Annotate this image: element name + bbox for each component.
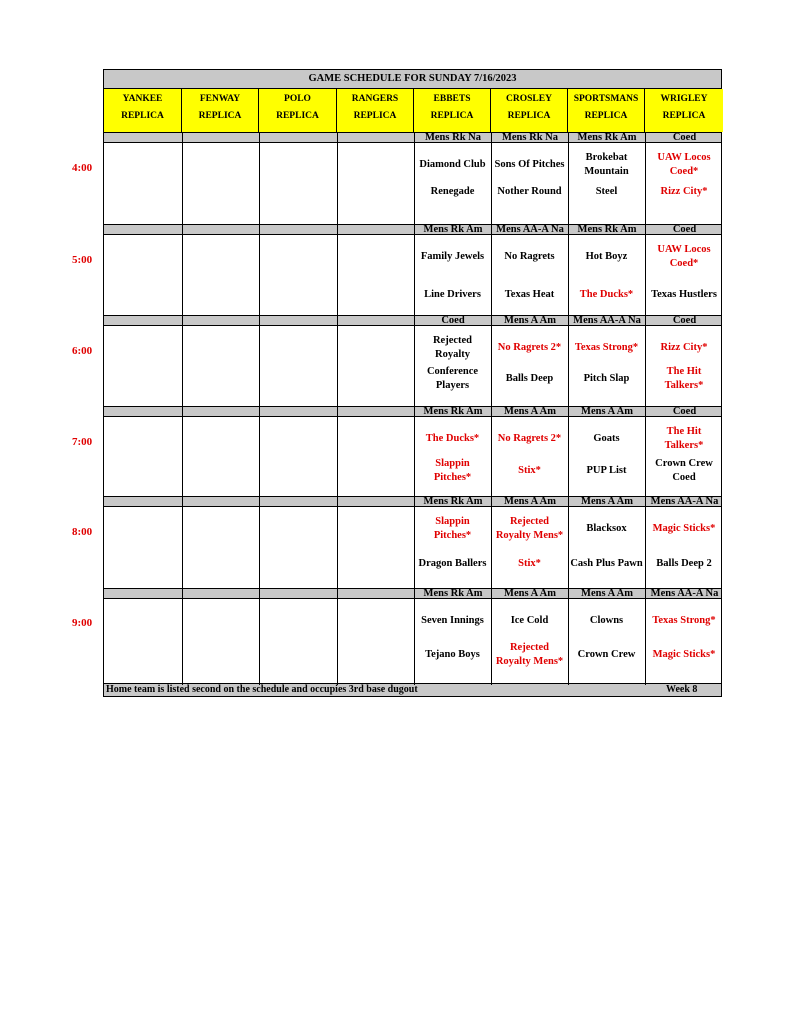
column-divider [182, 143, 183, 224]
away-team: No Ragrets 2* [497, 433, 562, 444]
division-label: Mens Rk Am [414, 225, 491, 234]
away-team: Diamond Club [419, 159, 486, 170]
division-empty [259, 225, 337, 234]
division-label: Mens Rk Am [568, 133, 645, 142]
division-empty [259, 589, 337, 598]
home-team: Balls Deep [505, 373, 554, 384]
home-team: Tejano Boys [425, 649, 480, 660]
division-label: Mens Rk Am [568, 225, 645, 234]
column-divider [259, 417, 260, 496]
venue-sub: REPLICA [662, 111, 706, 121]
away-team: The Ducks* [425, 433, 480, 444]
column-divider [491, 599, 492, 685]
away-team: Texas Strong* [574, 342, 639, 353]
column-divider [568, 235, 569, 315]
home-team: The Hit Talkers* [664, 366, 704, 391]
venue-name: YANKEE [122, 94, 163, 104]
division-label: Mens A Am [491, 407, 568, 416]
division-label: Mens Rk Na [414, 133, 491, 142]
venue-name: RANGERS [351, 94, 399, 104]
division-empty [104, 316, 182, 325]
column-divider [337, 507, 338, 588]
away-team: Hot Boyz [585, 251, 628, 262]
column-divider [337, 143, 338, 224]
column-divider [182, 417, 183, 496]
division-band [104, 496, 721, 507]
column-divider [491, 417, 492, 496]
home-team: Texas Hustlers [651, 289, 717, 300]
home-team: Dragon Ballers [418, 558, 487, 569]
venue-sub: REPLICA [430, 111, 474, 121]
division-empty [182, 133, 259, 142]
column-divider [414, 599, 415, 685]
column-divider [182, 599, 183, 685]
home-team: Pitch Slap [583, 373, 630, 384]
time-slot-block [104, 235, 721, 315]
venue-header-sportsmans [568, 89, 645, 132]
division-label: Mens Rk Am [414, 407, 491, 416]
column-divider [259, 326, 260, 406]
away-team: Brokebat Mountain [584, 152, 629, 177]
time-slot-block [104, 507, 721, 588]
away-team: Goats [593, 433, 620, 444]
away-team: Rizz City* [660, 342, 708, 353]
division-label: Mens AA-A Na [645, 589, 723, 598]
column-divider [337, 599, 338, 685]
home-team: Cash Plus Pawn [570, 558, 643, 569]
away-team: Ice Cold [510, 615, 549, 626]
column-divider [568, 599, 569, 685]
away-team: Blacksox [586, 523, 627, 534]
division-empty [182, 589, 259, 598]
division-label: Mens Rk Am [414, 497, 491, 506]
time-slot-block [104, 417, 721, 496]
column-divider [645, 326, 646, 406]
column-divider [414, 507, 415, 588]
column-divider [491, 326, 492, 406]
away-team: Sons Of Pitches [494, 159, 565, 170]
venue-name: CROSLEY [506, 94, 552, 104]
footer-note: Home team is listed second on the schedule and occupies 3rd base dugout [106, 684, 418, 695]
home-team: Conference Players [426, 366, 479, 391]
home-team: Rizz City* [660, 186, 708, 197]
division-label: Coed [645, 225, 723, 234]
home-team: Stix* [518, 465, 541, 476]
column-divider [182, 507, 183, 588]
column-divider [568, 507, 569, 588]
column-divider [414, 417, 415, 496]
venue-sub: REPLICA [276, 111, 319, 121]
schedule-title: GAME SCHEDULE FOR SUNDAY 7/16/2023 [104, 70, 721, 89]
home-team: The Ducks* [579, 289, 634, 300]
division-empty [182, 407, 259, 416]
home-team: Steel [595, 186, 618, 197]
home-team: Renegade [430, 186, 475, 197]
away-team: Rejected Royalty Mens* [495, 516, 564, 541]
venue-header-wrigley [645, 89, 723, 132]
division-empty [259, 316, 337, 325]
column-divider [182, 235, 183, 315]
home-team: Nother Round [497, 186, 562, 197]
column-divider [414, 235, 415, 315]
division-empty [259, 407, 337, 416]
column-divider [491, 507, 492, 588]
division-label: Mens A Am [568, 407, 645, 416]
home-team: PUP List [586, 465, 627, 476]
division-band [104, 406, 721, 417]
venue-name: WRIGLEY [660, 94, 708, 104]
division-empty [337, 497, 414, 506]
division-empty [182, 316, 259, 325]
column-divider [645, 235, 646, 315]
division-empty [104, 407, 182, 416]
venue-header-polo [259, 89, 337, 132]
time-slot-block [104, 326, 721, 406]
venue-name: EBBETS [433, 94, 471, 104]
division-label: Mens A Am [491, 316, 568, 325]
venue-sub: REPLICA [584, 111, 628, 121]
column-divider [337, 326, 338, 406]
division-label: Mens A Am [491, 497, 568, 506]
division-band [104, 588, 721, 599]
division-empty [337, 407, 414, 416]
away-team: Texas Strong* [652, 615, 716, 626]
venue-header-ebbets [414, 89, 491, 132]
division-band [104, 315, 721, 326]
time-label: 9:00 [72, 617, 93, 629]
home-team: Stix* [518, 558, 541, 569]
away-team: Slappin Pitches* [433, 516, 472, 541]
column-divider [568, 326, 569, 406]
venue-sub: REPLICA [121, 111, 164, 121]
time-label: 4:00 [72, 162, 93, 174]
venue-sub: REPLICA [198, 111, 242, 121]
column-divider [414, 326, 415, 406]
home-team: Balls Deep 2 [656, 558, 712, 569]
division-label: Mens Rk Na [491, 133, 568, 142]
away-team: Clowns [589, 615, 624, 626]
column-divider [645, 507, 646, 588]
division-empty [337, 589, 414, 598]
division-empty [182, 497, 259, 506]
division-empty [259, 497, 337, 506]
column-divider [182, 326, 183, 406]
division-empty [337, 133, 414, 142]
division-empty [104, 225, 182, 234]
away-team: No Ragrets 2* [497, 342, 562, 353]
home-team: Crown Crew Coed [655, 458, 713, 483]
division-label: Mens AA-A Na [645, 497, 723, 506]
column-divider [568, 143, 569, 224]
away-team: UAW Locos Coed* [657, 244, 711, 269]
division-label: Mens A Am [568, 497, 645, 506]
home-team: Crown Crew [577, 649, 636, 660]
division-label: Mens AA-A Na [568, 316, 645, 325]
division-label: Coed [645, 407, 723, 416]
division-empty [104, 497, 182, 506]
division-empty [337, 225, 414, 234]
venue-header-yankee [104, 89, 182, 132]
division-empty [259, 133, 337, 142]
column-divider [568, 417, 569, 496]
venue-header-rangers [337, 89, 414, 132]
away-team: Family Jewels [420, 251, 485, 262]
column-divider [414, 143, 415, 224]
venue-name: SPORTSMANS [573, 94, 639, 104]
time-label: 5:00 [72, 254, 93, 266]
venue-header-row [104, 89, 721, 132]
column-divider [337, 235, 338, 315]
home-team: Magic Sticks* [652, 649, 716, 660]
venue-name: POLO [284, 94, 311, 104]
home-team: Line Drivers [424, 289, 481, 300]
column-divider [337, 417, 338, 496]
division-label: Mens AA-A Na [491, 225, 568, 234]
division-label: Mens Rk Am [414, 589, 491, 598]
division-label: Coed [645, 316, 723, 325]
time-label: 6:00 [72, 345, 93, 357]
venue-header-crosley [491, 89, 568, 132]
division-label: Coed [414, 316, 491, 325]
schedule-table [103, 69, 722, 697]
column-divider [491, 235, 492, 315]
column-divider [259, 507, 260, 588]
division-empty [104, 133, 182, 142]
column-divider [259, 143, 260, 224]
week-label: Week 8 [666, 684, 698, 695]
time-slot-block [104, 143, 721, 224]
division-empty [337, 316, 414, 325]
away-team: Magic Sticks* [652, 523, 716, 534]
time-label: 8:00 [72, 526, 93, 538]
division-band [104, 132, 721, 143]
column-divider [259, 235, 260, 315]
time-slot-block [104, 599, 721, 685]
away-team: The Hit Talkers* [664, 426, 704, 451]
away-team: Seven Innings [421, 615, 484, 626]
away-team: UAW Locos Coed* [657, 152, 711, 177]
column-divider [645, 599, 646, 685]
time-label: 7:00 [72, 436, 93, 448]
division-label: Coed [645, 133, 723, 142]
home-team: Slappin Pitches* [433, 458, 472, 483]
venue-header-fenway [182, 89, 259, 132]
division-label: Mens A Am [491, 589, 568, 598]
venue-sub: REPLICA [507, 111, 551, 121]
column-divider [645, 143, 646, 224]
venue-sub: REPLICA [353, 111, 397, 121]
away-team: Rejected Royalty [432, 335, 473, 360]
division-empty [182, 225, 259, 234]
column-divider [645, 417, 646, 496]
away-team: No Ragrets [504, 251, 555, 262]
column-divider [259, 599, 260, 685]
home-team: Rejected Royalty Mens* [495, 642, 564, 667]
home-team: Texas Heat [504, 289, 555, 300]
venue-name: FENWAY [199, 94, 241, 104]
division-label: Mens A Am [568, 589, 645, 598]
division-band [104, 224, 721, 235]
column-divider [491, 143, 492, 224]
division-empty [104, 589, 182, 598]
